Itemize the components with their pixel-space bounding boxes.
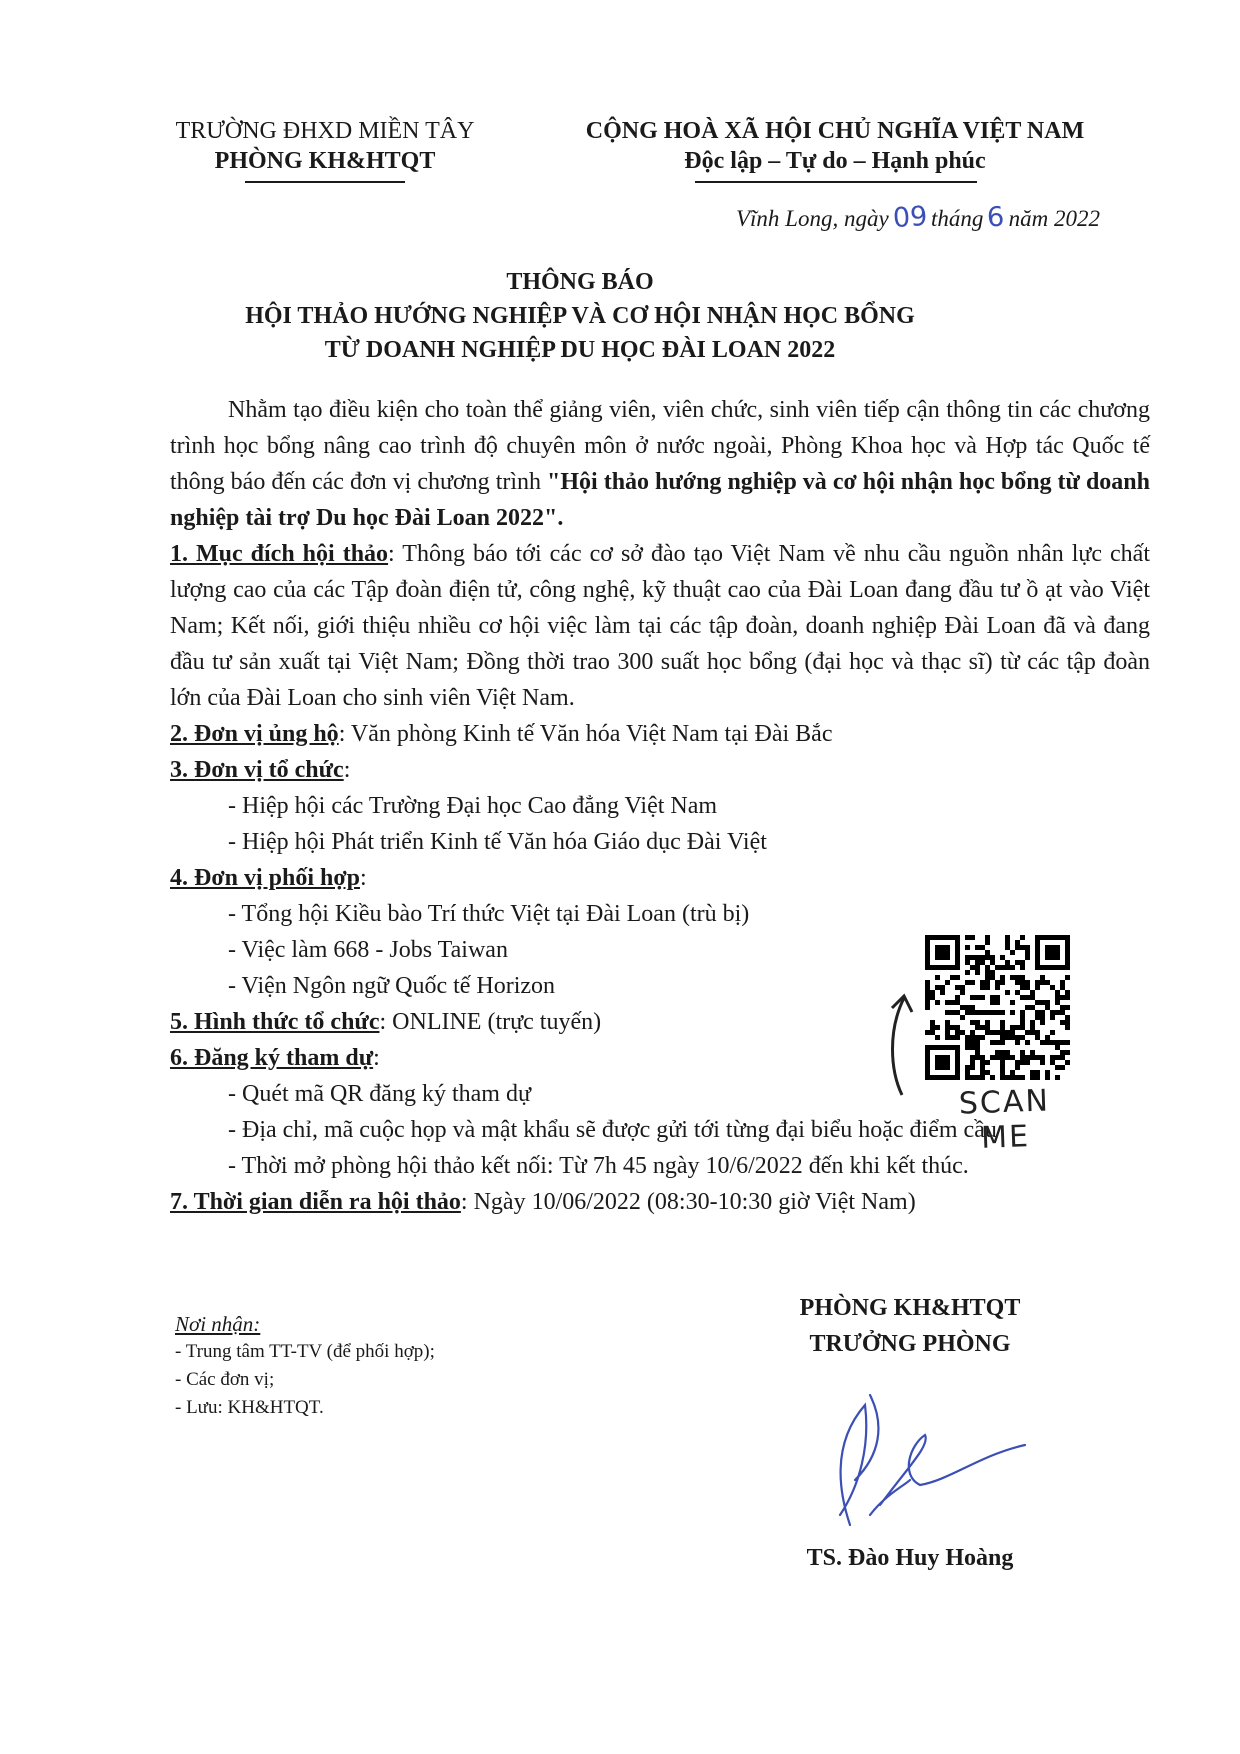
intro-text: Nhằm tạo điều kiện cho toàn thể giảng viên, viên chức, sinh viên tiếp cận thông tin các chương trình học bổng nâng cao trình độ chuyên môn ở nước ngoài, Phòng Khoa học và Hợp tác Quốc tế thông báo đến các đơn vị chương trình <box>170 397 1150 495</box>
section-3-label: 3. Đơn vị tổ chức <box>170 757 344 783</box>
section-7-text: : Ngày 10/06/2022 (08:30-10:30 giờ Việt Nam) <box>460 1189 916 1215</box>
recipients-block <box>175 1310 675 1422</box>
signer-department: PHÒNG KH&HTQT <box>799 1295 1021 1321</box>
section-5-label: 5. Hình thức tổ chức <box>170 1009 380 1035</box>
list-item: - Địa chỉ, mã cuộc họp và mật khẩu sẽ được gửi tới từng đại biểu hoặc điểm cầu <box>228 1117 997 1143</box>
title-line-2: HỘI THẢO HƯỚNG NGHIỆP VÀ CƠ HỘI NHẬN HỌC BỔNG <box>245 303 915 329</box>
section-3-colon: : <box>343 757 351 783</box>
department-name: PHÒNG KH&HTQT <box>214 148 436 174</box>
date-line <box>640 200 1100 235</box>
arrow-up-icon <box>880 990 920 1100</box>
national-motto <box>560 116 1110 176</box>
header-right-underline <box>695 181 977 183</box>
handwritten-signature <box>810 1385 1040 1535</box>
registration-qr-code[interactable] <box>925 935 1070 1080</box>
list-item: - Viện Ngôn ngữ Quốc tế Horizon <box>228 973 556 999</box>
country-name: CỘNG HOÀ XÃ HỘI CHỦ NGHĨA VIỆT NAM <box>585 118 1085 144</box>
section-5-text: : ONLINE (trực tuyến) <box>379 1009 602 1035</box>
section-3 <box>170 752 1150 788</box>
section-4 <box>170 860 1150 896</box>
section-4-label: 4. Đơn vị phối hợp <box>170 865 360 891</box>
signer-role: TRƯỞNG PHÒNG <box>809 1331 1011 1357</box>
section-1 <box>170 536 1150 716</box>
list-item: - Quét mã QR đăng ký tham dự <box>228 1081 531 1107</box>
list-item: - Việc làm 668 - Jobs Taiwan <box>228 937 508 963</box>
section-6-label: 6. Đăng ký tham dự <box>170 1045 374 1071</box>
header-left-underline <box>245 181 405 183</box>
section-1-label: 1. Mục đích hội thảo <box>170 541 389 567</box>
document-title <box>200 265 960 367</box>
recipients-title: Nơi nhận: <box>175 1312 261 1336</box>
intro-paragraph <box>170 392 1150 536</box>
list-item: - Hiệp hội các Trường Đại học Cao đẳng Việt Nam <box>228 793 718 819</box>
section-4-colon: : <box>359 865 367 891</box>
signer-name: TS. Đào Huy Hoàng <box>806 1545 1014 1571</box>
list-item: - Thời mở phòng hội thảo kết nối: Từ 7h 45 ngày 10/6/2022 đến khi kết thúc. <box>228 1153 969 1179</box>
title-line-3: TỪ DOANH NGHIỆP DU HỌC ĐÀI LOAN 2022 <box>324 337 836 363</box>
date-place: Vĩnh Long, ngày <box>735 206 889 231</box>
issuing-organization <box>150 116 500 176</box>
qr-code-icon[interactable] <box>925 935 1070 1080</box>
scan-me-caption: SCAN ME <box>958 1083 1051 1156</box>
section-2 <box>170 716 1150 752</box>
recipient-item: - Các đơn vị; <box>175 1369 275 1390</box>
section-2-text: : Văn phòng Kinh tế Văn hóa Việt Nam tại Đài Bắc <box>338 721 833 747</box>
section-2-label: 2. Đơn vị ủng hộ <box>170 721 339 747</box>
section-7 <box>170 1184 1150 1220</box>
list-item: - Tổng hội Kiều bào Trí thức Việt tại Đài Loan (trù bị) <box>228 901 750 927</box>
date-day-handwritten: 09 <box>891 200 929 235</box>
section-1-text: : Thông báo tới các cơ sở đào tạo Việt Nam về nhu cầu nguồn nhân lực chất lượng cao của các Tập đoàn điện tử, công nghệ, kỹ thuật cao của Đài Loan đang đầu tư ồ ạt vào Việt Nam; Kết nối, giới thiệu nhiều cơ hội việc làm tại các tập đoàn, doanh nghiệp Đài Loan đã và đang đầu tư sản xuất tại Việt Nam; Đồng thời trao 300 suất học bổng (đại học và thạc sĩ) từ các tập đoàn lớn của Đài Loan cho sinh viên Việt Nam. <box>170 541 1150 711</box>
section-7-label: 7. Thời gian diễn ra hội thảo <box>170 1189 461 1215</box>
school-name: TRƯỜNG ĐHXD MIỀN TÂY <box>175 118 475 144</box>
date-month-label: tháng <box>931 206 984 231</box>
recipient-item: - Trung tâm TT-TV (để phối hợp); <box>175 1341 435 1362</box>
list-item: - Hiệp hội Phát triển Kinh tế Văn hóa Giáo dục Đài Việt <box>228 829 767 855</box>
motto: Độc lập – Tự do – Hạnh phúc <box>684 148 986 174</box>
date-month-handwritten: 6 <box>986 201 1006 234</box>
intro-event-name: "Hội thảo hướng nghiệp và cơ hội nhận học bổng từ doanh nghiệp tài trợ Du học Đài Loan 2022". <box>170 469 1150 531</box>
title-notice: THÔNG BÁO <box>506 269 654 295</box>
date-year: năm 2022 <box>1008 206 1100 231</box>
signature-block <box>700 1290 1120 1362</box>
section-6-colon: : <box>373 1045 380 1071</box>
recipient-item: - Lưu: KH&HTQT. <box>175 1397 324 1418</box>
